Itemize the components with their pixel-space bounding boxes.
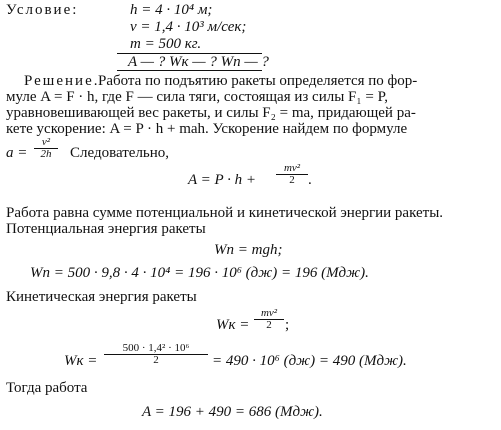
wk2-fraction bbox=[104, 343, 208, 366]
given-m: m = 500 кг. bbox=[130, 36, 202, 52]
wk2-right: = 490 · 10⁶ (дж) = 490 (Мдж). bbox=[212, 353, 407, 369]
wk-numerator: mv² bbox=[260, 307, 278, 319]
eq1-denominator: 2 bbox=[276, 174, 308, 186]
given-v: v = 1,4 · 10³ м/сек; bbox=[130, 19, 247, 35]
para1-line4: кете ускорение: A = P · h + mah. Ускорение найдем по формуле bbox=[6, 121, 408, 137]
eq1-numerator: mv² bbox=[283, 162, 301, 174]
then-label: Тогда работа bbox=[6, 380, 88, 396]
para2-line2: Потенциальная энергия ракеты bbox=[6, 221, 206, 237]
eq1-fraction bbox=[276, 163, 308, 186]
para1-line3: уравновешивающей вес ракеты, и силы F₂ = ma, придающей ра- bbox=[6, 105, 416, 121]
given-divider-bottom bbox=[117, 70, 262, 71]
wk-fraction bbox=[254, 308, 284, 331]
para2-line1: Работа равна сумме потенциальной и кинетической энергии ракеты. bbox=[6, 205, 444, 221]
para1-line2: муле A = F · h, где F — сила тяги, состоящая из силы F₁ = P, bbox=[6, 89, 389, 105]
eq1-end: . bbox=[308, 172, 312, 188]
kinetic-label: Кинетическая энергия ракеты bbox=[6, 289, 197, 305]
para1-line1: Работа по подъятию ракеты определяется по фор- bbox=[98, 73, 418, 89]
eq1-left: A = P · h + bbox=[188, 172, 257, 188]
wp-formula: Wп = mgh; bbox=[214, 242, 283, 258]
given-find: A — ? Wк — ? Wп — ? bbox=[128, 54, 269, 70]
accel-prefix: a = bbox=[6, 145, 28, 161]
accel-numerator: v² bbox=[41, 136, 51, 148]
accel-denominator: 2h bbox=[34, 148, 58, 160]
solution-label: Решение. bbox=[24, 73, 100, 89]
given-h: h = 4 · 10⁴ м; bbox=[130, 2, 213, 18]
accel-suffix: Следовательно, bbox=[70, 145, 170, 161]
wk-denominator: 2 bbox=[254, 319, 284, 331]
wk-end: ; bbox=[285, 317, 290, 333]
wk2-left: Wк = bbox=[64, 353, 98, 369]
wk-left: Wк = bbox=[216, 317, 250, 333]
wp-calculation: Wп = 500 · 9,8 · 4 · 10⁴ = 196 · 10⁶ (дж) = 196 (Мдж). bbox=[30, 265, 369, 281]
given-label: Условие: bbox=[6, 2, 79, 18]
wk2-denominator: 2 bbox=[104, 354, 208, 366]
wk2-numerator: 500 · 1,4² · 10⁶ bbox=[122, 342, 190, 354]
accel-fraction bbox=[34, 137, 58, 160]
final-result: A = 196 + 490 = 686 (Мдж). bbox=[142, 404, 323, 420]
